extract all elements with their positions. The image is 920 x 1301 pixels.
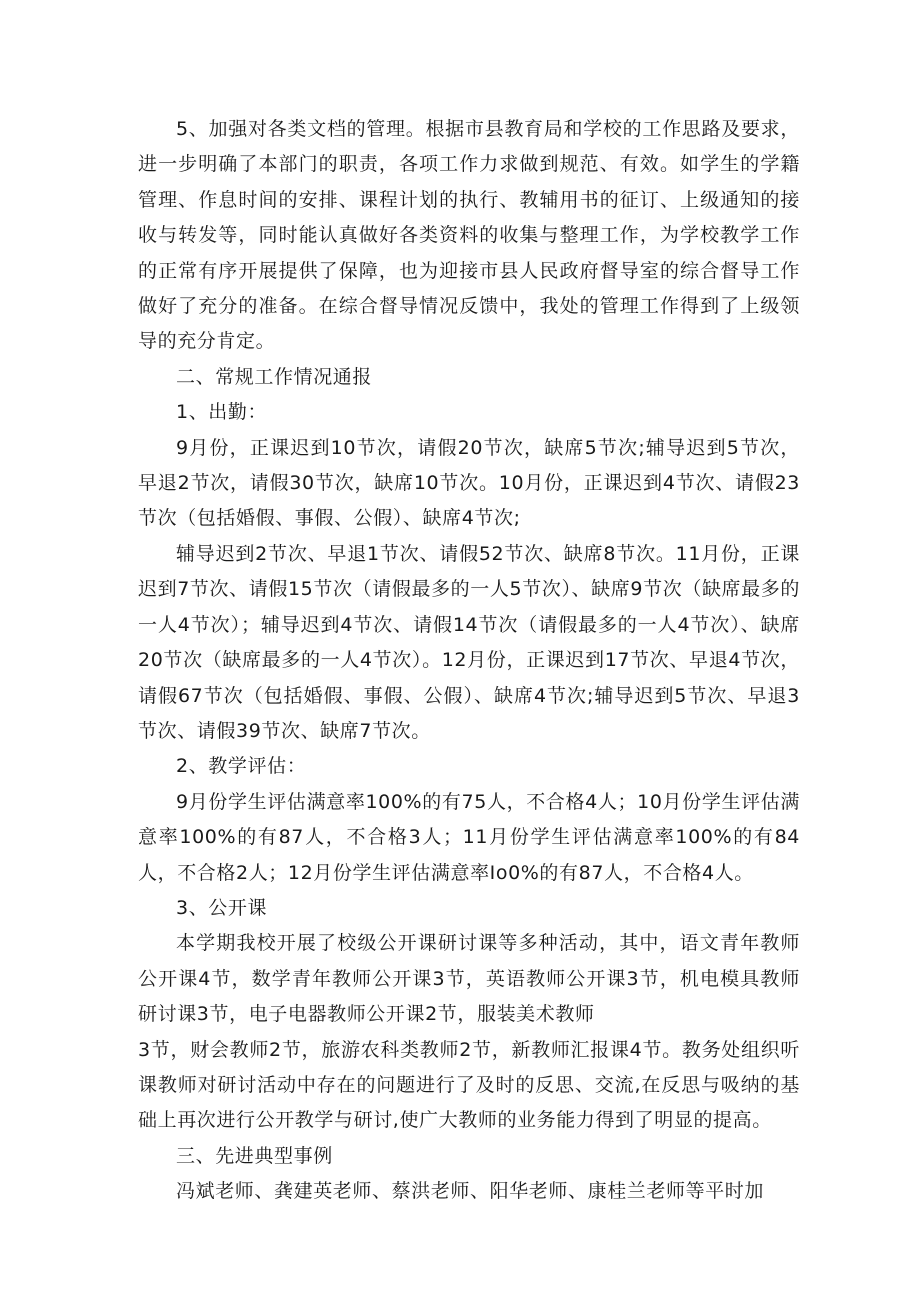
paragraph-open-class-continued: 3节，财会教师2节，旅游农科类教师2节，新教师汇报课4节。教务处组织听课教师对研讨活动中存在的问题进行了及时的反思、交流,在反思与吸纳的基础上再次进行公开教学与研讨,使广大教师的业务能力得到了明显的提高。 bbox=[138, 1038, 800, 1132]
paragraph-attendance-nov-dec: 辅导迟到2节次、早退1节次、请假52节次、缺席8节次。11月份，正课迟到7节次、请假15节次（请假最多的一人5节次）、缺席9节次（缺席最多的一人4节次）；辅导迟到4节次、请假14节次（请假最多的一人4节次）、缺席20节次（缺席最多的一人4节次）。12月份，正课迟到17节次、早退4节次，请假67节次（包括婚假、事假、公假）、缺席4节次;辅导迟到5节次、早退3节次、请假39节次、缺席7节次。 bbox=[138, 542, 800, 742]
subheading-open-class: 3、公开课 bbox=[176, 896, 268, 919]
paragraph-open-class: 本学期我校开展了校级公开课研讨课等多种活动，其中，语文青年教师公开课4节，数学青年教师公开课3节，英语教师公开课3节，机电模具教师研讨课3节，电子电器教师公开课2节，服装美术教师 bbox=[138, 932, 800, 1026]
paragraph-attendance-sep-oct: 9月份，正课迟到10节次，请假20节次，缺席5节次;辅导迟到5节次，早退2节次，请假30节次，缺席10节次。10月份，正课迟到4节次、请假23节次（包括婚假、事假、公假）、缺席4节次; bbox=[138, 436, 800, 530]
subheading-attendance: 1、出勤： bbox=[176, 401, 268, 424]
section-heading-exemplary-cases: 三、先进典型事例 bbox=[176, 1144, 333, 1167]
subheading-teaching-evaluation: 2、教学评估： bbox=[176, 755, 307, 778]
section-heading-routine-report: 二、常规工作情况通报 bbox=[176, 365, 373, 388]
paragraph-teaching-evaluation: 9月份学生评估满意率100%的有75人，不合格4人；10月份学生评估满意率100%的有87人，不合格3人；11月份学生评估满意率100%的有84人，不合格2人；12月份学生评估满意率Io0%的有87人，不合格4人。 bbox=[138, 790, 800, 884]
paragraph-document-management: 5、加强对各类文档的管理。根据市县教育局和学校的工作思路及要求，进一步明确了本部门的职责，各项工作力求做到规范、有效。如学生的学籍管理、作息时间的安排、课程计划的执行、教辅用书的征订、上级通知的接收与转发等，同时能认真做好各类资料的收集与整理工作，为学校教学工作的正常有序开展提供了保障，也为迎接市县人民政府督导室的综合督导工作做好了充分的准备。在综合督导情况反馈中，我处的管理工作得到了上级领导的充分肯定。 bbox=[138, 118, 800, 353]
paragraph-exemplary-teachers: 冯斌老师、龚建英老师、蔡洪老师、阳华老师、康桂兰老师等平时加 bbox=[176, 1180, 765, 1203]
